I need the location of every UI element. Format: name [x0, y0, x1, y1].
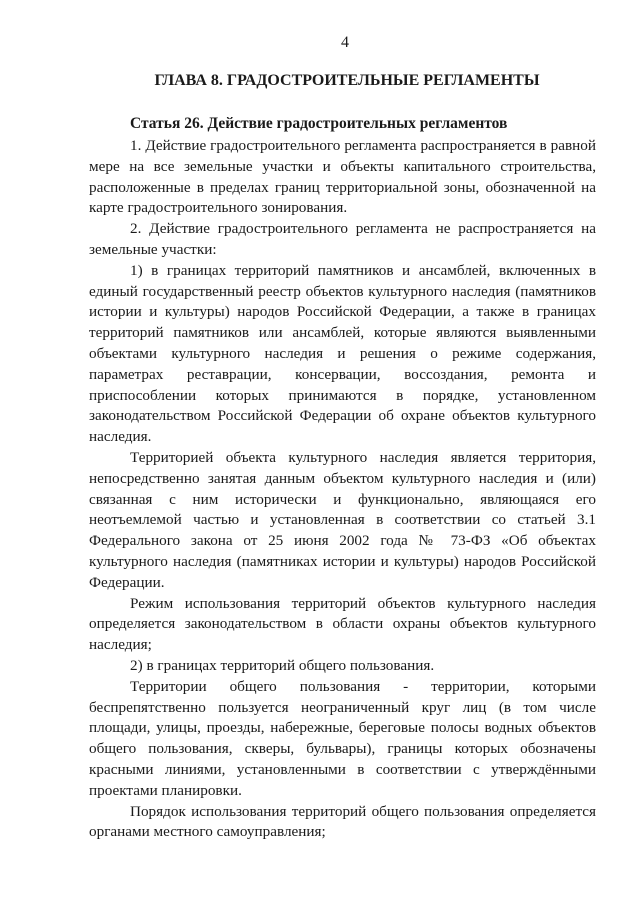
paragraph-8: Порядок использования территорий общего пользования определяется органами местного самоуправления;	[89, 802, 596, 841]
paragraph-2: 2. Действие градостроительного регламента не распространяется на земельные участки:	[89, 220, 596, 258]
paragraph-7: Территории общего пользования - территории, которыми беспрепятственно пользуется неограниченный круг лиц (в том числе площади, улицы, проезды, набережные, береговые полосы водных объектов общего пользования, скверы, бульвары), границы которых обозначены красными линиями, установленными в соответствии с утверждёнными проектами планировки.	[89, 677, 596, 799]
paragraph-1: 1. Действие градостроительного регламента распространяется в равной мере на все земельные участки и объекты капитального строительства, расположенные в пределах границ территориальной зоны, обозначенной на карте градостроительного зонирования.	[89, 137, 596, 217]
page-number: 4	[341, 34, 349, 51]
paragraph-5: Режим использования территорий объектов культурного наследия определяется законодательством в области охраны объектов культурного наследия;	[89, 594, 596, 654]
paragraph-6: 2) в границах территорий общего пользования.	[130, 656, 435, 674]
paragraph-4: Территорией объекта культурного наследия является территория, непосредственно занятая данным объектом культурного наследия и (или) связанная с ним исторически и функционально, являющаяся его неотъемлемой частью и установленная в соответствии со статьей 3.1 Федерального закона от 25 июня 2002 года № 73-ФЗ «Об объектах культурного наследия (памятниках истории и культуры) народов Российской Федерации.	[89, 448, 596, 591]
paragraph-3: 1) в границах территорий памятников и ансамблей, включенных в единый государственный реестр объектов культурного наследия (памятников истории и культуры) народов Российской Федерации, а также в границах территорий памятников или ансамблей, которые являются выявленными объектами культурного наследия и решения о режиме содержания, параметрах реставрации, консервации, воссоздания, ремонта и приспособлении которых принимаются в порядке, установленном законодательством Российской Федерации об охране объектов культурного наследия.	[89, 261, 596, 446]
article-title: Статья 26. Действие градостроительных регламентов	[130, 115, 508, 132]
document-body	[89, 113, 596, 843]
chapter-title: ГЛАВА 8. ГРАДОСТРОИТЕЛЬНЫЕ РЕГЛАМЕНТЫ	[154, 72, 540, 89]
